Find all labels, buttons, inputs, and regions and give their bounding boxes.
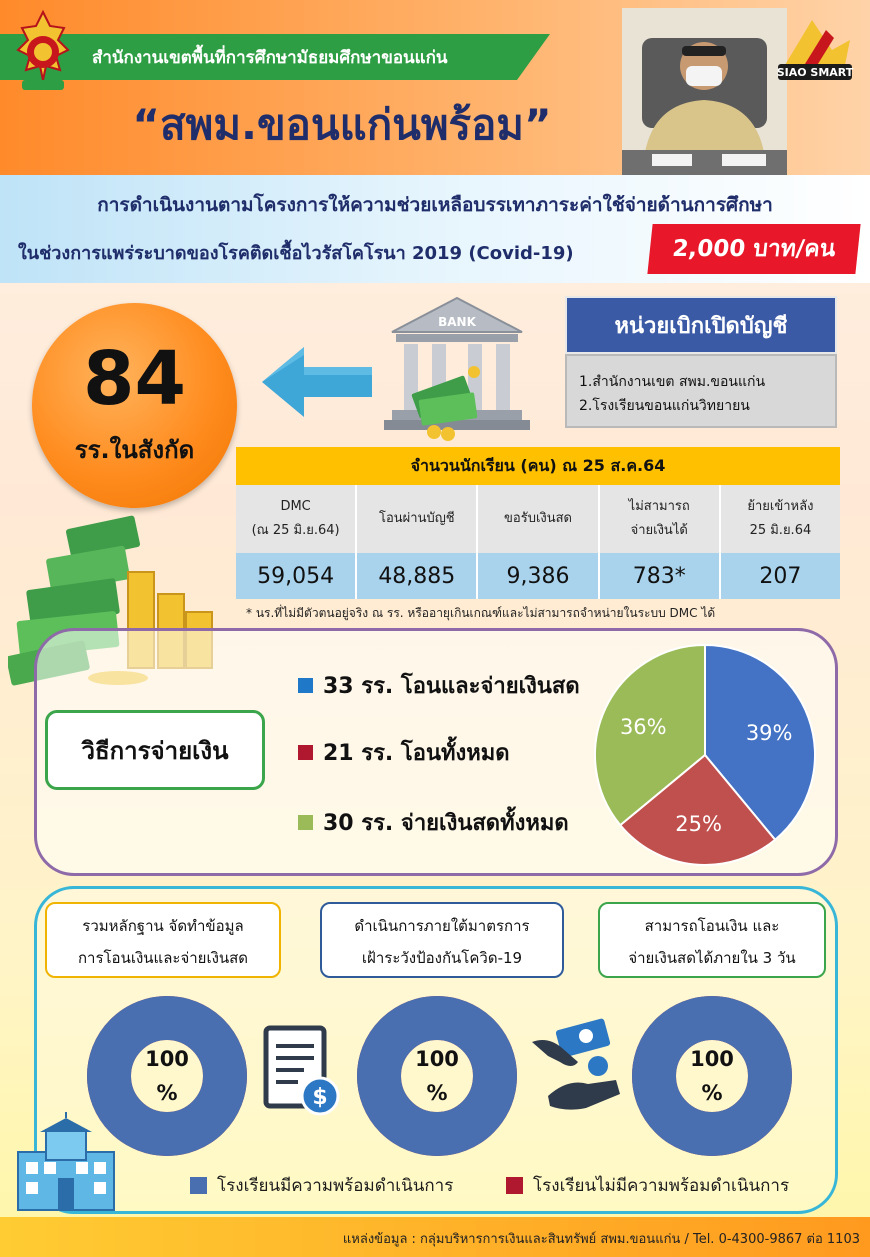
data-source: แหล่งข้อมูล : กลุ่มบริหารการเงินและสินทรัพย์ สพม.ขอนแก่น / Tel. 0-4300-9867 ต่อ 1103 [342, 1232, 860, 1247]
legend-label: 30 รร. จ่ายเงินสดทั้งหมด [323, 811, 569, 836]
donut-value: 100 [415, 1047, 459, 1071]
schools-count: 84 [83, 336, 186, 422]
step-line: จ่ายเงินสดได้ภายใน 3 วัน [628, 949, 796, 967]
readiness-donut-2 [356, 995, 518, 1157]
legend-swatch-ready [190, 1177, 207, 1194]
step-covid-measures [320, 902, 564, 978]
step-line: รวมหลักฐาน จัดทำข้อมูล [82, 917, 244, 935]
subtitle-line-1: การดำเนินงานตามโครงการให้ความช่วยเหลือบรรเทาภาระค่าใช้จ่ายด้านการศึกษา [97, 194, 773, 216]
table-header-transfer [357, 485, 478, 553]
document-dollar-icon [262, 1024, 342, 1120]
siao-smart-logo [772, 10, 858, 96]
header-line: DMC [280, 499, 311, 514]
legend-swatch-red [298, 745, 313, 760]
header-line: 25 มิ.ย.64 [749, 523, 812, 538]
header-line: ไม่สามารถ [628, 499, 690, 514]
readiness-donut-3 [631, 995, 793, 1157]
table-header-dmc [236, 485, 357, 553]
schools-label: รร.ในสังกัด [74, 436, 195, 464]
amount-badge [647, 224, 860, 274]
bank-icon [384, 292, 530, 442]
legend-swatch-not-ready [506, 1177, 523, 1194]
legend-ready-label: โรงเรียนมีความพร้อมดำเนินการ [217, 1176, 454, 1196]
table-header-transferred-in [721, 485, 840, 553]
disbursement-unit-item: 2.โรงเรียนขอนแก่นวิทยายน [579, 398, 750, 414]
students-table-header-row [236, 485, 840, 553]
svg-text:$: $ [312, 1085, 328, 1110]
donut-unit: % [426, 1081, 448, 1105]
payment-method-title: วิธีการจ่ายเงิน [45, 710, 265, 790]
table-cell-dmc: 59,054 [236, 553, 357, 599]
header-line: จ่ายเงินได้ [630, 523, 688, 538]
bank-label: BANK [438, 315, 476, 329]
students-table-title: จำนวนนักเรียน (คน) ณ 25 ส.ค.64 [236, 447, 840, 485]
legend-not-ready-label: โรงเรียนไม่มีความพร้อมดำเนินการ [533, 1176, 790, 1196]
disbursement-unit-title: หน่วยเบิกเปิดบัญชี [565, 296, 837, 354]
legend-swatch-green [298, 815, 313, 830]
step-line: สามารถโอนเงิน และ [644, 917, 780, 935]
official-portrait-icon [622, 8, 787, 176]
pie-slice-label: 39% [745, 720, 793, 745]
table-cell-transferred-in: 207 [759, 563, 802, 589]
table-cell-cash: 9,386 [478, 553, 599, 599]
step-line: ดำเนินการภายใต้มาตรการ [354, 917, 530, 935]
school-building-icon [10, 1112, 122, 1212]
hand-money-icon [528, 1018, 624, 1118]
legend-label: 21 รร. โอนทั้งหมด [323, 741, 510, 766]
step-evidence [45, 902, 281, 978]
legend-label: 33 รร. โอนและจ่ายเงินสด [323, 674, 580, 699]
arrow-left-icon [262, 347, 372, 417]
step-payment-3-days [598, 902, 826, 978]
table-cell-unpayable: 783* [600, 553, 721, 599]
table-header-unpayable [600, 485, 721, 553]
office-name: สำนักงานเขตพื้นที่การศึกษามัธยมศึกษาขอนแก่น [92, 48, 448, 68]
step-line: การโอนเงินและจ่ายเงินสด [77, 949, 249, 967]
pie-slice-label: 36% [619, 714, 667, 739]
legend-item [298, 805, 569, 840]
table-header-cash [478, 485, 599, 553]
disbursement-unit-list [565, 354, 837, 428]
disbursement-unit-item: 1.สำนักงานเขต สพม.ขอนแก่น [579, 374, 766, 390]
headline: “สพม.ขอนแก่นพร้อม” [132, 100, 552, 149]
students-table-value-row [236, 553, 840, 599]
donut-unit: % [156, 1081, 178, 1105]
students-table-footnote: * นร.ที่ไม่มีตัวตนอยู่จริง ณ รร. หรืออายุเกินเกณฑ์และไม่สามารถจำหน่ายในระบบ DMC ได้ [246, 606, 716, 620]
header-line: ขอรับเงินสด [504, 511, 572, 526]
legend-item [298, 735, 510, 770]
legend-swatch-blue [298, 678, 313, 693]
donut-unit: % [701, 1081, 723, 1105]
subtitle-line-2: ในช่วงการแพร่ระบาดของโรคติดเชื้อไวรัสโคโรนา 2019 (Covid-19) [18, 243, 574, 264]
legend-item [298, 668, 580, 703]
header-line: (ณ 25 มิ.ย.64) [251, 523, 340, 538]
payment-pie-chart [590, 640, 820, 870]
legend-ready [190, 1172, 453, 1199]
donut-value: 100 [145, 1047, 189, 1071]
amount-text: 2,000 บาท/คน [671, 236, 837, 262]
step-line: เฝ้าระวังป้องกันโควิด-19 [361, 949, 523, 967]
donut-value: 100 [690, 1047, 734, 1071]
header-line: โอนผ่านบัญชี [378, 511, 455, 526]
logo-text: SIAO SMART [776, 66, 854, 79]
schools-count-circle [32, 303, 237, 508]
table-cell-transfer: 48,885 [357, 553, 478, 599]
legend-not-ready [506, 1172, 789, 1199]
header-line: ย้ายเข้าหลัง [747, 499, 814, 514]
pie-slice-label: 25% [675, 811, 722, 836]
ministry-emblem-icon [8, 8, 78, 96]
